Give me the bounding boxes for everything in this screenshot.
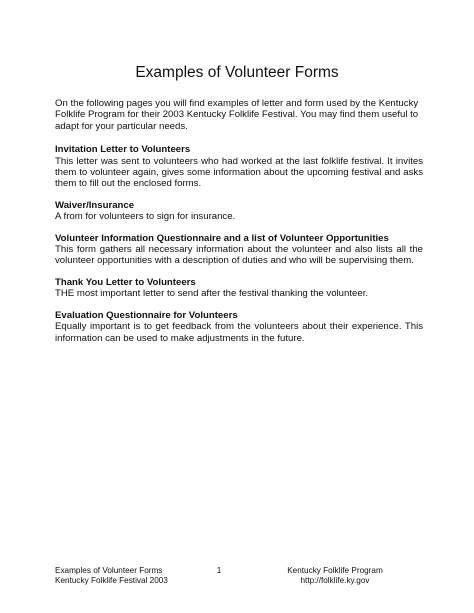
section-heading: Waiver/Insurance — [55, 199, 135, 211]
document-body — [55, 98, 423, 354]
section-invitation-letter — [55, 144, 423, 190]
footer-page-number — [214, 566, 224, 576]
section-thank-you-letter — [55, 277, 423, 300]
section-heading: Evaluation Questionnaire for Volunteers — [55, 309, 238, 321]
footer-festival-name: Kentucky Folklife Festival 2003 — [55, 576, 168, 585]
page-title: Examples of Volunteer Forms — [135, 64, 339, 81]
section-body: This letter was sent to volunteers who had worked at the last folklife festival. It invites them to volunteer again, gives some information about the upcoming festival and asks them to fill out the enclosed forms. — [55, 155, 423, 190]
section-heading: Invitation Letter to Volunteers — [55, 144, 191, 156]
page-number: 1 — [216, 566, 222, 575]
section-body: Equally important is to get feedback from the volunteers about their experience. This information can be used to make adjustments in the future. — [55, 321, 423, 344]
footer-left — [55, 566, 168, 586]
section-heading: Volunteer Information Questionnaire and a list of Volunteer Opportunities — [55, 232, 389, 244]
section-body: A from for volunteers to sign for insurance. — [55, 211, 236, 223]
footer-right — [282, 566, 388, 586]
section-evaluation-questionnaire — [55, 310, 423, 344]
section-body: This form gathers all necessary information about the volunteer and also lists all the volunteer opportunities with a description of duties and who will be supervising them. — [55, 244, 423, 267]
footer-document-name: Examples of Volunteer Forms — [55, 566, 163, 575]
section-heading: Thank You Letter to Volunteers — [55, 276, 196, 288]
footer-program-name: Kentucky Folklife Program — [287, 566, 383, 575]
footer-website: http://folklife.ky.gov — [300, 576, 370, 585]
section-body: THE most important letter to send after the festival thanking the volunteer. — [55, 288, 369, 300]
section-waiver-insurance — [55, 200, 423, 223]
intro-paragraph: On the following pages you will find examples of letter and form used by the Kentucky Folklife Program for their 2003 Kentucky Folklife Festival. You may find them useful to adapt for your particular needs. — [55, 98, 419, 132]
section-information-questionnaire — [55, 233, 423, 267]
